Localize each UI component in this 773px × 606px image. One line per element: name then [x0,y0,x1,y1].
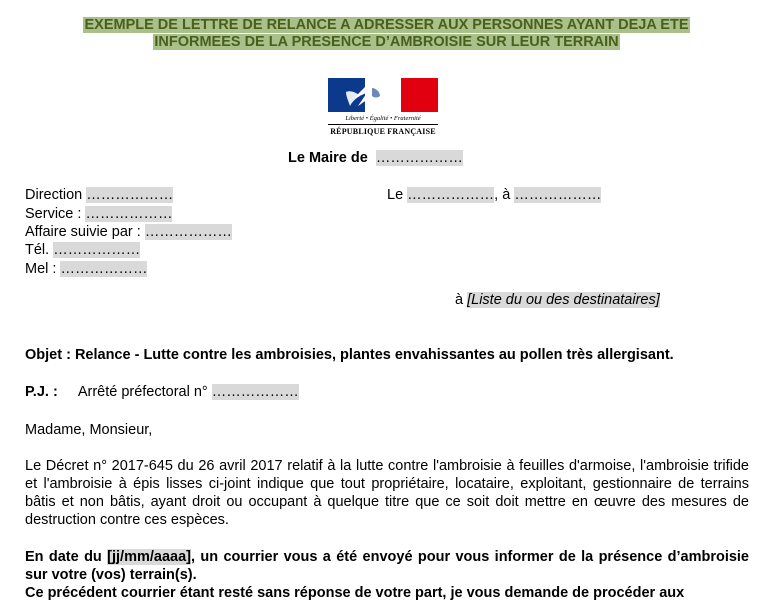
sender-label: Service : [25,206,82,222]
sender-label: Direction [25,187,83,203]
salutation: Madame, Monsieur, [25,422,153,438]
recipient-line [455,291,660,309]
mayor-placeholder[interactable]: ……………… [375,150,463,166]
pj-line [25,383,299,401]
date-separator: , à [494,187,511,203]
object-line: Objet : Relance - Lutte contre les ambroisies, plantes envahissantes au pollen très allergisant. [25,347,674,363]
date-field[interactable]: ……………… [407,187,495,203]
mayor-label: Le Maire de [288,150,368,166]
paragraph-followup: Ce précédent courrier étant resté sans réponse de votre part, je vous demande de procéder aux [25,585,685,601]
sender-field[interactable]: ……………… [86,187,174,203]
sender-affaire [25,223,232,241]
paragraph-reminder [25,548,749,584]
sender-field[interactable]: ……………… [53,242,141,258]
sender-label: Mel : [25,261,57,277]
sender-field[interactable]: ……………… [85,206,173,222]
marianne-flag-icon [328,78,438,112]
paragraph-decree: Le Décret n° 2017-645 du 26 avril 2017 relatif à la lutte contre l'ambroisie à feuilles d'armoise, l'ambroisie trifide et l'ambroisie à épis lisses ci-joint indique que tout propriétaire, locataire, exploitant, gestionnaire de terrains bâtis et non bâtis, ayant droit ou occupant à quelque titre que ce soit doit mettre en œuvre des mesures de destruction contre ces espèces. [25,458,749,528]
reminder-after: , un courrier vous a été envoyé pour vous informer de la présence d’ambroisie sur votre (vos) terrain(s). [25,549,749,583]
pj-field[interactable]: ……………… [211,384,299,400]
logo-republic-label: RÉPUBLIQUE FRANÇAISE [330,127,436,136]
reminder-date-field[interactable]: [jj/mm/aaaa] [107,549,191,565]
logo-motto: Liberté • Égalité • Fraternité [345,115,421,122]
sender-service [25,205,172,223]
recipient-field[interactable]: [Liste du ou des destinataires] [467,292,660,308]
place-field[interactable]: ……………… [514,187,602,203]
sender-mel [25,260,147,278]
date-place-line [387,186,601,204]
sender-field[interactable]: ……………… [144,224,232,240]
sender-tel [25,241,140,259]
mayor-line [288,149,463,167]
document-title [0,17,773,51]
date-prefix: Le [387,187,404,203]
title-line-1: EXEMPLE DE LETTRE DE RELANCE A ADRESSER AUX PERSONNES AYANT DEJA ETE [84,17,689,33]
title-line-2: INFORMEES DE LA PRESENCE D’AMBROISIE SUR LEUR TERRAIN [154,34,619,50]
recipient-prefix: à [455,292,464,308]
sender-field[interactable]: ……………… [60,261,148,277]
sender-direction [25,186,173,204]
republique-francaise-logo [328,78,438,140]
sender-label: Affaire suivie par : [25,224,141,240]
logo-divider [328,124,438,125]
pj-text: Arrêté préfectoral n° [77,384,208,400]
sender-label: Tél. [25,242,50,258]
pj-label: P.J. : [25,384,58,400]
reminder-before: En date du [25,549,102,565]
